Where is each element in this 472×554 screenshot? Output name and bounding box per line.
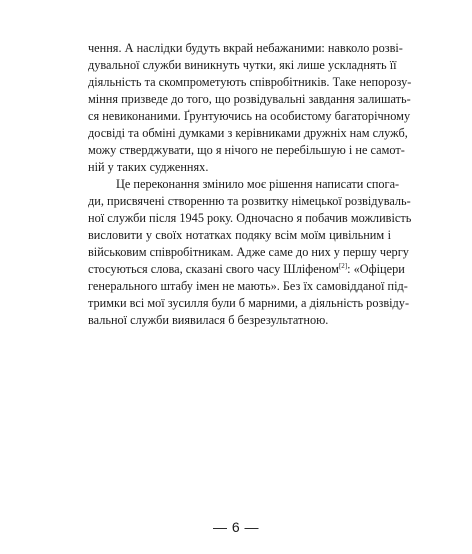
text-line: ся невиконаними. Ґрунтуючись на особистому багаторічному [88,109,411,123]
text-line: генерального штабу імен не мають». Без їх самовідданої під- [88,279,408,293]
text-line: дувальної служби виникнуть чутки, які лише ускладнять її [88,58,397,72]
text-line: тримки всі мої зусилля були б марними, а діяльність розвіду- [88,296,410,310]
paragraph [88,40,412,176]
text-line: діяльність та скомпрометують співробітників. Таке непорозу- [88,75,412,89]
paragraph [88,176,412,329]
text-line: чення. А наслідки будуть вкрай небажаними: навколо розві- [88,41,403,55]
page-number: — 6 — [212,519,260,535]
text-line: висловити у своїх нотатках подяку всім моїм цивільним і [88,228,391,242]
text-line [88,261,405,278]
footnote-reference[interactable]: [2] [338,261,348,270]
text-line: можу стверджувати, що я нічого не перебільшую і не самот- [88,143,405,157]
text-line: ди, присвячені створенню та розвитку німецької розвідуваль- [88,194,411,208]
text-line: військовим співробітникам. Адже саме до них у першу чергу [88,245,409,259]
text-line: міння призведе до того, що розвідувальні завдання залишать- [88,92,411,106]
text-fragment: стосуються слова, сказані свого часу Шліфеном [88,262,339,276]
text-line: ної служби після 1945 року. Одночасно я побачив можливість [88,211,412,225]
text-fragment: : «Офіцери [347,262,405,276]
text-line: Це переконання змінило моє рішення написати спога- [116,177,400,191]
text-line: вальної служби виявилася б безрезультатною. [88,313,329,327]
text-line: досвіді та обміні думками з керівниками дружніх нам служб, [88,126,408,140]
text-line: ній у таких судженнях. [88,160,209,174]
body-text [88,40,412,329]
